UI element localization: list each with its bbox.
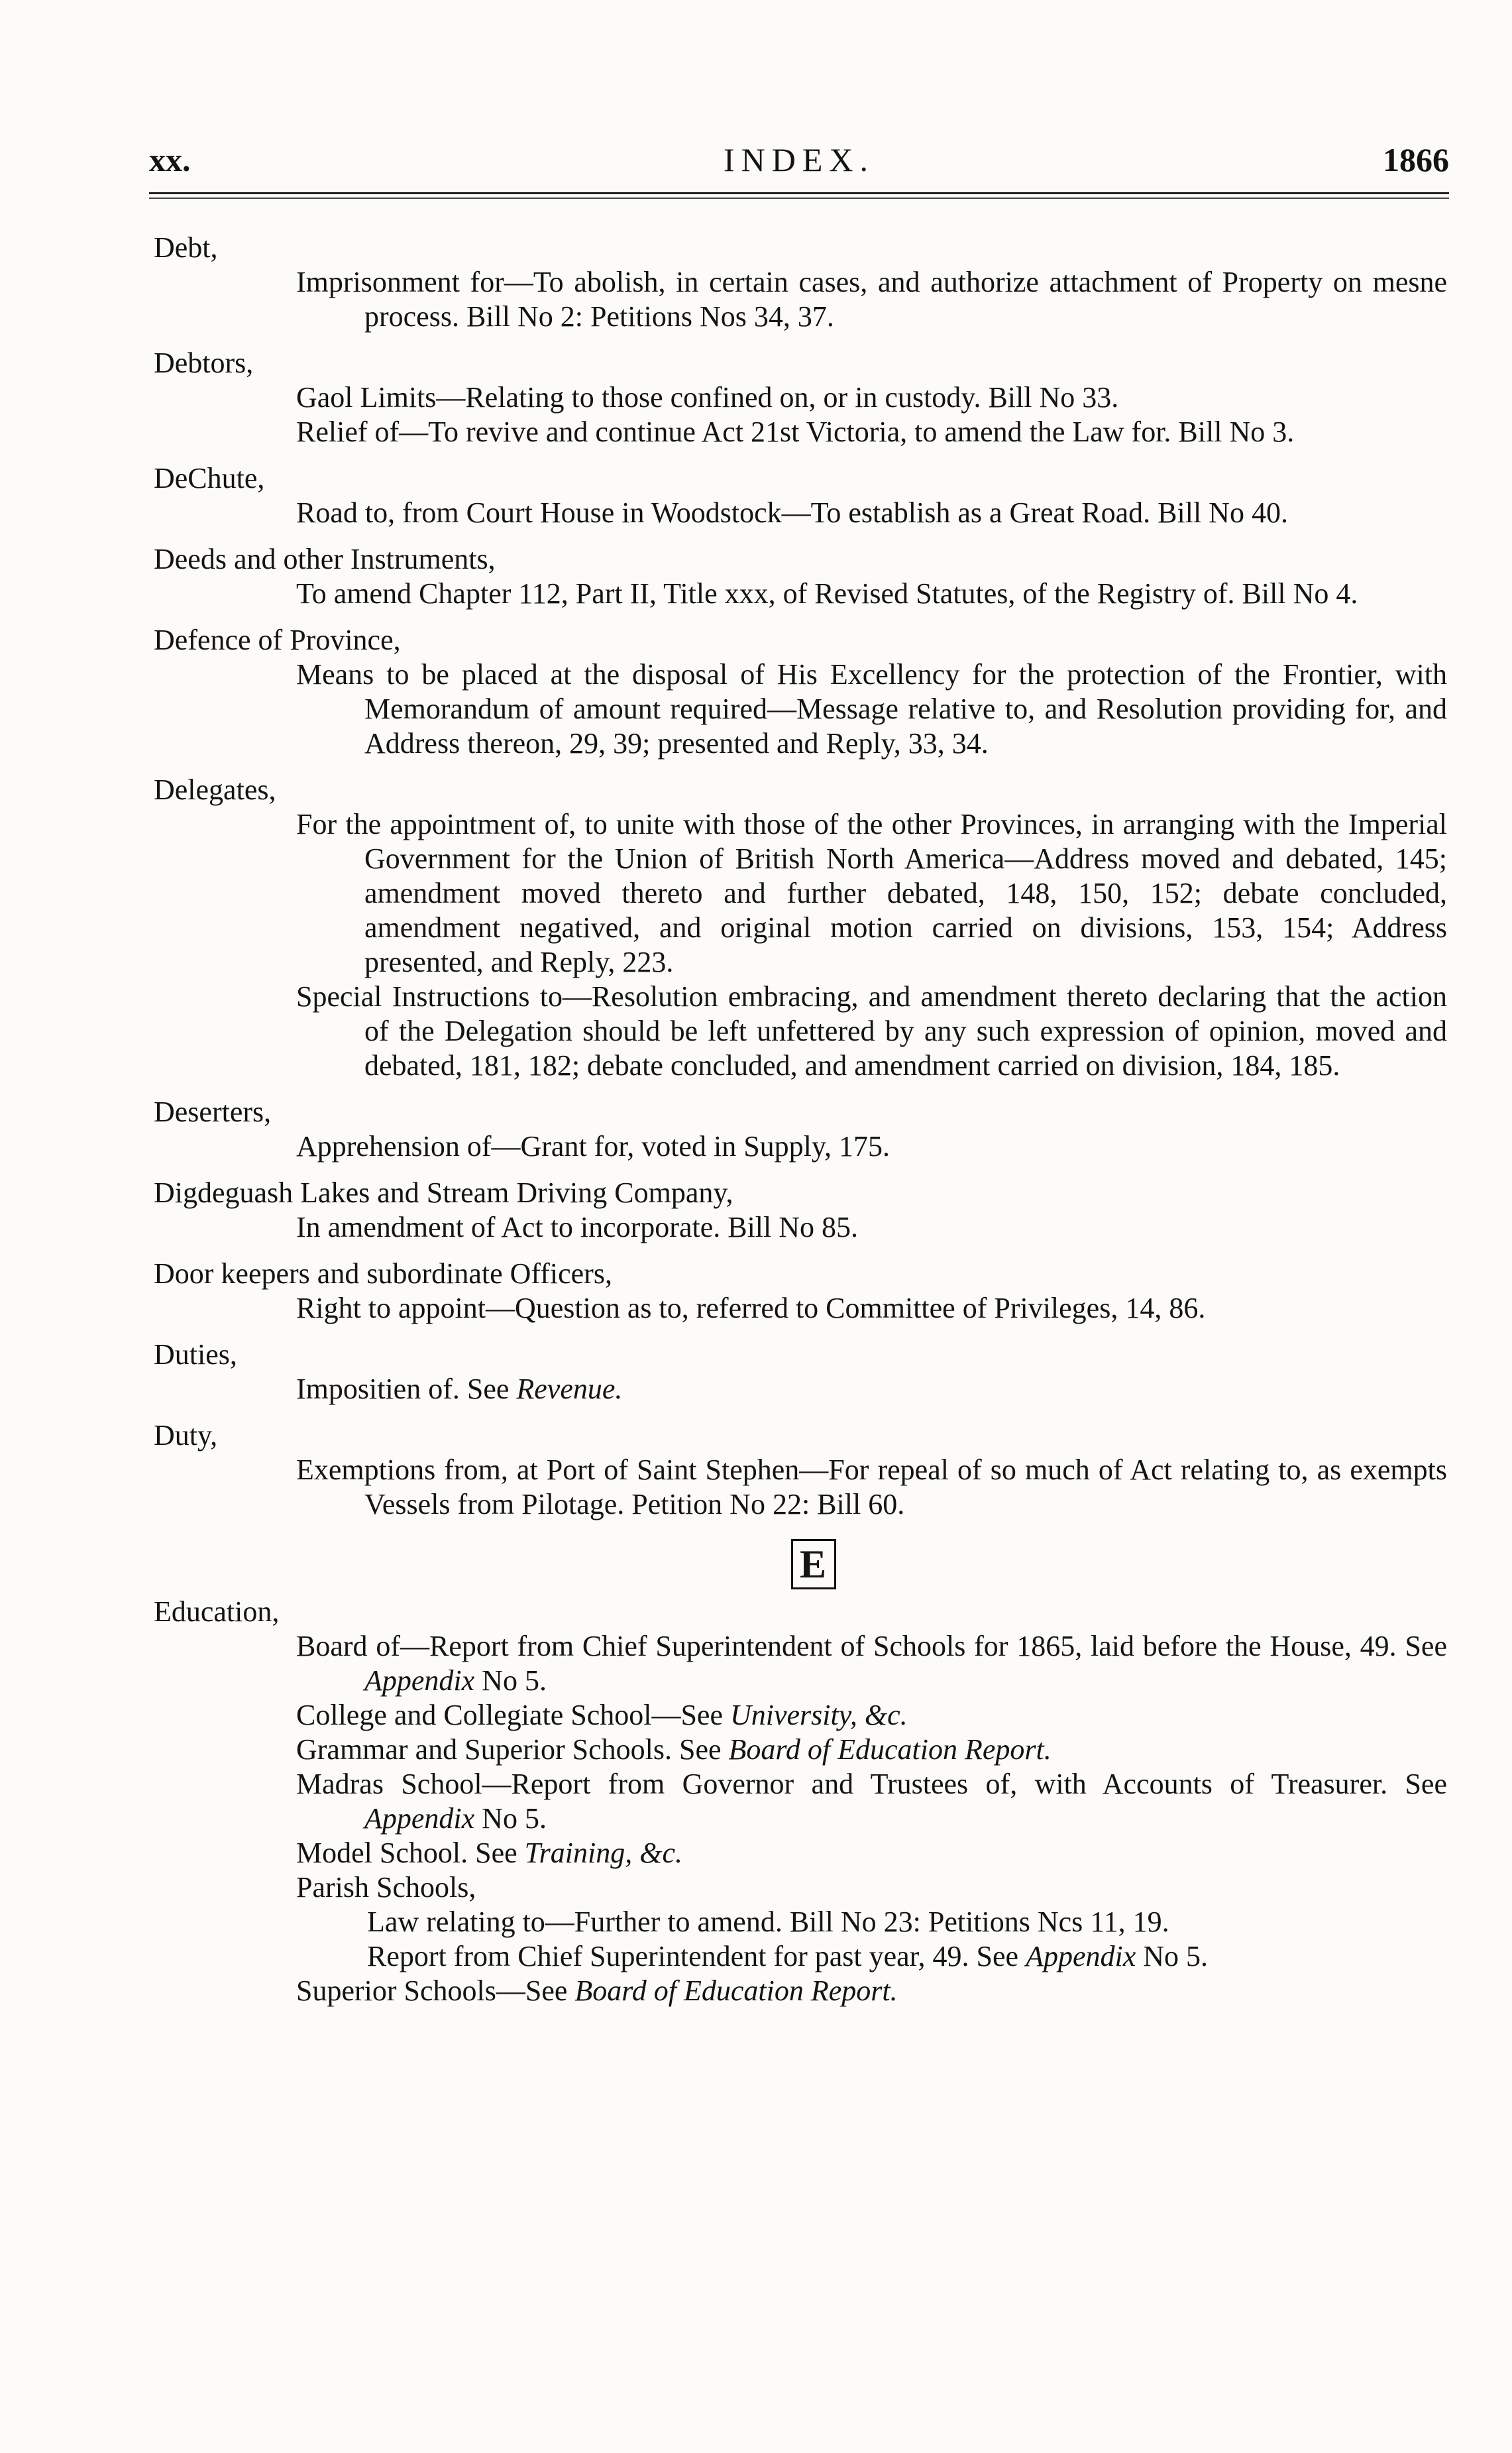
entry-subitem [154, 657, 1447, 761]
entry-subitem-text [296, 1767, 1447, 1836]
entry-heading: Deeds and other Instruments, [154, 543, 496, 575]
entry-subitem [154, 496, 1447, 530]
entry-subitem [154, 1453, 1447, 1522]
entry-subitem [154, 1870, 1447, 1905]
index-entry-door-keepers [154, 1257, 1447, 1326]
page-year: 1866 [1383, 141, 1449, 178]
entry-heading: Defence of Province, [154, 624, 401, 656]
entry-heading: Debtors, [154, 347, 254, 379]
subitem-tail: No 5. [474, 1664, 547, 1697]
index-entry-duty [154, 1418, 1447, 1522]
entry-subitem-text [296, 1733, 1447, 1767]
entry-subitem [154, 1767, 1447, 1836]
subitem-text: Superior Schools—See [296, 1974, 575, 2007]
entry-subsubitem [154, 1905, 1447, 1939]
cross-reference: Appendix [364, 1802, 475, 1835]
entry-heading: Digdeguash Lakes and Stream Driving Company, [154, 1176, 733, 1209]
cross-reference: Training, &c. [524, 1837, 683, 1869]
entry-subitem [154, 807, 1447, 980]
entry-subitem [154, 980, 1447, 1083]
index-entry-defence [154, 623, 1447, 761]
entry-heading: Door keepers and subordinate Officers, [154, 1257, 612, 1290]
index-entry-deserters [154, 1095, 1447, 1164]
entry-subitem [154, 1372, 1447, 1406]
page-title: INDEX. [723, 141, 875, 178]
index-entry-debtors [154, 346, 1447, 449]
page-number: xx. [149, 141, 191, 178]
cross-reference: Board of Education Report. [728, 1733, 1052, 1766]
index-entry-deeds [154, 542, 1447, 611]
entry-subitem [154, 1698, 1447, 1733]
subitem-text: Madras School—Report from Governor and Trustees of, with Accounts of Treasurer. See [296, 1768, 1447, 1800]
subitem-text: Report from Chief Superintendent for past year, 49. See [367, 1940, 1026, 1972]
index-entry-duties [154, 1338, 1447, 1406]
running-head [149, 141, 1449, 180]
index-content [154, 231, 1447, 2020]
header-rule-secondary [149, 198, 1449, 199]
entry-heading: DeChute, [154, 462, 265, 494]
subitem-text: Grammar and Superior Schools. See [296, 1733, 729, 1766]
entry-subitem-text: Relief of—To revive and continue Act 21st Victoria, to amend the Law for. Bill No 3. [296, 416, 1295, 448]
subitem-tail: No 5. [1136, 1940, 1209, 1972]
entry-subitem-text [296, 1372, 1447, 1406]
subitem-text: College and Collegiate School—See [296, 1699, 730, 1731]
entry-subitem-text: Exemptions from, at Port of Saint Stephen—For repeal of so much of Act relating to, as exempts Vessels from Pilotage. Petition No 22: Bill 60. [296, 1454, 1447, 1520]
entry-subitem [154, 1291, 1447, 1326]
index-entry-delegates [154, 773, 1447, 1083]
entry-subitem-text: In amendment of Act to incorporate. Bill No 85. [296, 1211, 859, 1243]
entry-subitem [154, 1629, 1447, 1698]
entry-subitem-text [296, 1836, 1447, 1870]
section-letter-glyph: E [791, 1539, 836, 1589]
entry-subitem-text [296, 1974, 1447, 2008]
cross-reference: Appendix [364, 1664, 475, 1697]
entry-subitem-text [296, 1629, 1447, 1698]
entry-subsubitem-text [296, 1939, 1447, 1974]
subitem-text: Board of—Report from Chief Superintendent of Schools for 1865, laid before the House, 49. See [296, 1630, 1447, 1662]
entry-subitem [154, 1210, 1447, 1245]
entry-heading: Education, [154, 1595, 280, 1628]
entry-subitem [154, 1129, 1447, 1164]
entry-subitem-text: Imprisonment for—To abolish, in certain cases, and authorize attachment of Property on mesne process. Bill No 2: Petitions Nos 34, 37. [296, 266, 1447, 333]
index-entry-education [154, 1595, 1447, 2008]
entry-subitem-text: Apprehension of—Grant for, voted in Supply, 175. [296, 1130, 891, 1163]
entry-subitem-text: For the appointment of, to unite with those of the other Provinces, in arranging with the Imperial Government for the Union of British North America—Address moved and debated, 145; amendment moved thereto and further debated, 148, 150, 152; debate concluded, amendment negatived, and original motion carried on divisions, 153, 154; Address presented, and Reply, 223. [296, 808, 1447, 978]
entry-subitem-text: Gaol Limits—Relating to those confined on, or in custody. Bill No 33. [296, 381, 1119, 414]
cross-reference: Appendix [1026, 1940, 1136, 1972]
entry-subitem-text: Parish Schools, [296, 1871, 476, 1904]
entry-heading: Deserters, [154, 1096, 272, 1128]
cross-reference: Revenue. [516, 1373, 623, 1405]
entry-subitem-text: Means to be placed at the disposal of His Excellency for the protection of the Frontier, with Memorandum of amount required—Message relative to, and Resolution providing for, and Address thereon, 29, 39; presented and Reply, 33, 34. [296, 658, 1447, 760]
entry-subitem-text: Special Instructions to—Resolution embracing, and amendment thereto declaring that the action of the Delegation should be left unfettered by any such expression of opinion, moved and debated, 181, 182; debate concluded, and amendment carried on division, 184, 185. [296, 980, 1447, 1082]
entry-subsubitem-text: Law relating to—Further to amend. Bill No 23: Petitions Ncs 11, 19. [367, 1906, 1169, 1938]
entry-subsubitem [154, 1939, 1447, 1974]
entry-subitem [154, 265, 1447, 334]
index-entry-debt [154, 231, 1447, 334]
subitem-text: Impositien of. See [296, 1373, 517, 1405]
cross-reference: Board of Education Report. [574, 1974, 898, 2007]
subitem-text: Model School. See [296, 1837, 525, 1869]
index-entry-dechute [154, 461, 1447, 530]
header-rule [149, 192, 1449, 194]
entry-subitem [154, 380, 1447, 415]
entry-subitem-text: To amend Chapter 112, Part II, Title xxx, of Revised Statutes, of the Registry of. Bill No 4. [296, 577, 1358, 610]
entry-heading: Duties, [154, 1338, 237, 1371]
entry-subitem [154, 415, 1447, 449]
entry-heading: Duty, [154, 1419, 218, 1452]
entry-subitem-text [296, 1698, 1447, 1733]
entry-subitem-text: Road to, from Court House in Woodstock—To establish as a Great Road. Bill No 40. [296, 496, 1288, 529]
entry-subitem-text: Right to appoint—Question as to, referred to Committee of Privileges, 14, 86. [296, 1292, 1206, 1324]
cross-reference: University, &c. [729, 1699, 908, 1731]
entry-subitem [154, 1733, 1447, 1767]
entry-heading: Debt, [154, 231, 218, 264]
index-entry-digdeguash [154, 1176, 1447, 1245]
entry-subitem [154, 1974, 1447, 2008]
section-letter [154, 1539, 1447, 1589]
subitem-tail: No 5. [474, 1802, 547, 1835]
entry-subitem [154, 1836, 1447, 1870]
entry-subitem [154, 577, 1447, 611]
entry-heading: Delegates, [154, 773, 276, 806]
